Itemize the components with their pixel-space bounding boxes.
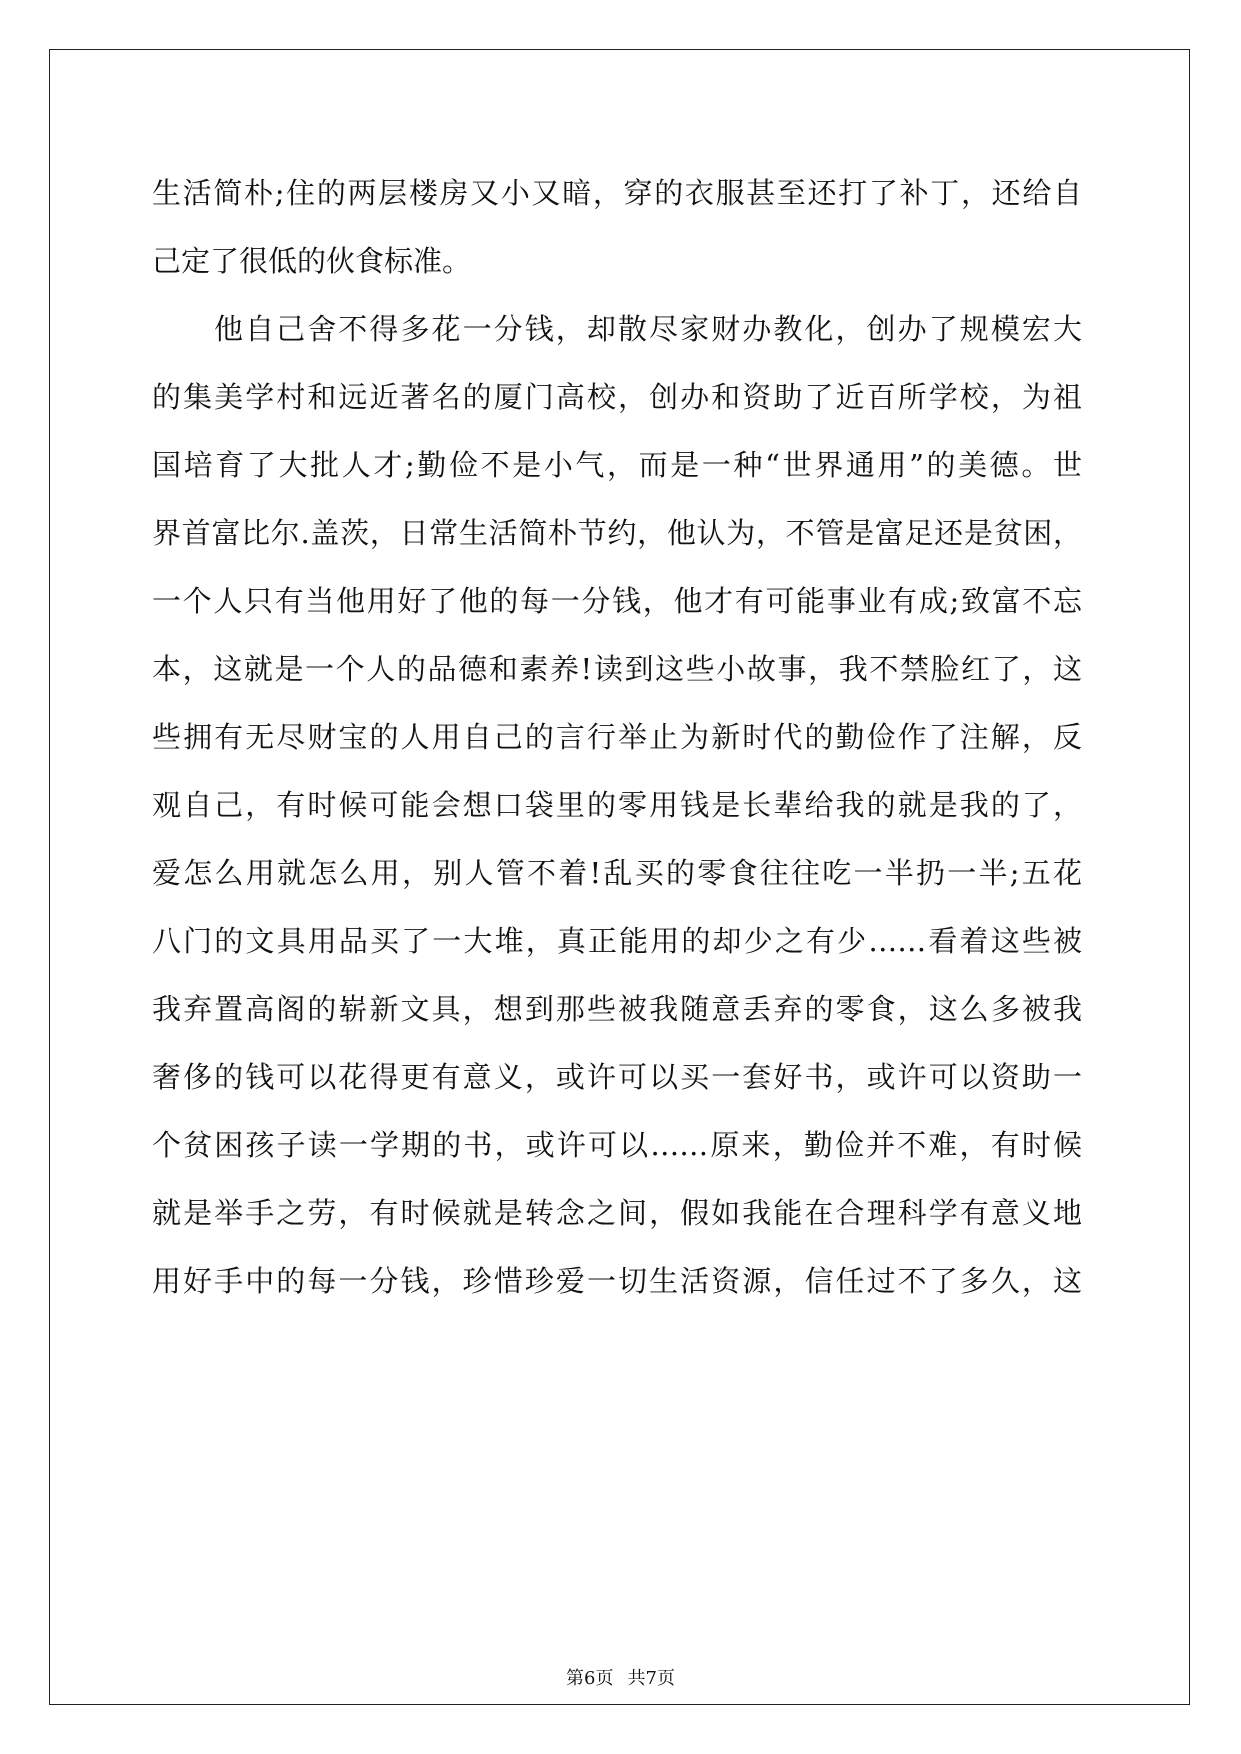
text-line: 用好手中的每一分钱，珍惜珍爱一切生活资源，信任过不了多久，这 bbox=[152, 1264, 1082, 1298]
text-line: 八门的文具用品买了一大堆，真正能用的却少之有少……看着这些被 bbox=[152, 924, 1082, 958]
text-line: 他自己舍不得多花一分钱，却散尽家财办教化，创办了规模宏大 bbox=[214, 312, 1082, 346]
text-line: 奢侈的钱可以花得更有意义，或许可以买一套好书，或许可以资助一 bbox=[152, 1060, 1082, 1094]
text-line: 些拥有无尽财宝的人用自己的言行举止为新时代的勤俭作了注解，反 bbox=[152, 720, 1082, 754]
text-line: 的集美学村和远近著名的厦门高校，创办和资助了近百所学校，为祖 bbox=[152, 380, 1082, 414]
text-line: 观自己，有时候可能会想口袋里的零用钱是长辈给我的就是我的了， bbox=[152, 788, 1082, 822]
text-line: 界首富比尔.盖茨，日常生活简朴节约，他认为，不管是富足还是贫困， bbox=[152, 516, 1082, 550]
text-line: 国培育了大批人才;勤俭不是小气，而是一种“世界通用”的美德。世 bbox=[152, 448, 1082, 482]
text-line: 生活简朴;住的两层楼房又小又暗，穿的衣服甚至还打了补丁，还给自 bbox=[152, 176, 1082, 210]
text-line: 就是举手之劳，有时候就是转念之间，假如我能在合理科学有意义地 bbox=[152, 1196, 1082, 1230]
page-total: 共7页 bbox=[627, 1668, 675, 1689]
text-line: 己定了很低的伙食标准。 bbox=[152, 244, 472, 278]
text-line: 本，这就是一个人的品德和素养!读到这些小故事，我不禁脸红了，这 bbox=[152, 652, 1082, 686]
text-line: 个贫困孩子读一学期的书，或许可以……原来，勤俭并不难，有时候 bbox=[152, 1128, 1082, 1162]
text-line: 我弃置高阁的崭新文具，想到那些被我随意丢弃的零食，这么多被我 bbox=[152, 992, 1082, 1026]
page-number: 第6页 bbox=[566, 1668, 614, 1689]
page-footer bbox=[0, 1664, 1241, 1690]
text-line: 爱怎么用就怎么用，别人管不着!乱买的零食往往吃一半扔一半;五花 bbox=[152, 856, 1082, 890]
text-line: 一个人只有当他用好了他的每一分钱，他才有可能事业有成;致富不忘 bbox=[152, 584, 1082, 618]
